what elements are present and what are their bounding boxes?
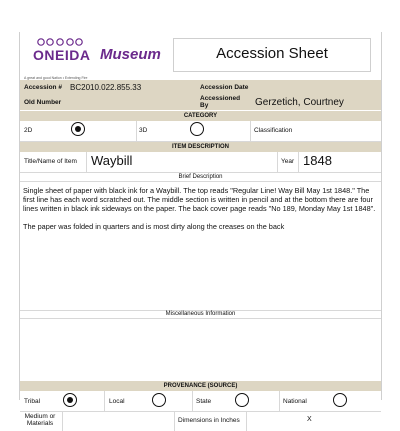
category-2d-radio[interactable] (71, 122, 85, 136)
provenance-local-label: Local (109, 398, 125, 405)
dimensions-label: Dimensions in Inches (178, 417, 240, 424)
medium-materials-field[interactable] (63, 412, 173, 430)
museum-label: Museum (100, 46, 161, 63)
provenance-tribal-radio[interactable] (63, 393, 77, 407)
accessioned-by-value[interactable]: Gerzetich, Courtney (255, 97, 344, 108)
old-number-label: Old Number (24, 99, 62, 106)
provenance-state-radio[interactable] (235, 393, 249, 407)
brief-description-label: Brief Description (178, 174, 223, 180)
page-title: Accession Sheet (216, 45, 328, 62)
item-title-label: Title/Name of Item (24, 158, 77, 165)
category-3d-label: 3D (139, 127, 148, 134)
year-label: Year (281, 158, 295, 165)
accession-sheet (19, 32, 382, 427)
logo-tagline: A great and good Nation • Extending Fire (24, 76, 88, 80)
brief-description-text[interactable] (23, 186, 379, 231)
provenance-local-radio[interactable] (152, 393, 166, 407)
provenance-state-label: State (196, 398, 212, 405)
accession-date-label: Accession Date (200, 84, 249, 91)
accessioned-by-label: Accessioned By (200, 95, 241, 109)
description-paragraph-2: The paper was folded in quarters and is most dirty along the creases on the back (23, 222, 285, 232)
category-3d-radio[interactable] (190, 122, 204, 136)
provenance-national-label: National (283, 398, 307, 405)
category-header: CATEGORY (20, 111, 381, 121)
accession-number-value[interactable]: BC2010.022.855.33 (70, 83, 142, 92)
dimensions-separator: X (307, 416, 312, 423)
provenance-tribal-label: Tribal (24, 398, 41, 405)
item-description-header: ITEM DESCRIPTION (20, 142, 381, 152)
logo-name: ONEIDA (33, 47, 91, 63)
provenance-header: PROVENANCE (SOURCE) (20, 381, 381, 391)
category-2d-label: 2D (24, 127, 33, 134)
medium-materials-label: Medium or Materials (24, 413, 56, 427)
description-paragraph-1: Single sheet of paper with black ink for a Waybill. The top reads "Regular Line! Way Bill May 1st 1848." The first line has each word scratched out. The middle section is written in pencil and at the bottom there are four lines written in black ink sideways on the paper. The back cover page reads "No 189, Monday May 1st 1848". (23, 186, 376, 214)
classification-label: Classification (254, 127, 293, 134)
year-value[interactable]: 1848 (303, 153, 332, 168)
provenance-national-radio[interactable] (333, 393, 347, 407)
misc-information-label: Miscellaneous Information (165, 311, 236, 317)
oneida-logo (22, 36, 94, 80)
misc-information-field[interactable] (20, 319, 381, 381)
item-title-value[interactable]: Waybill (91, 153, 133, 168)
accession-number-label: Accession # (24, 84, 62, 91)
